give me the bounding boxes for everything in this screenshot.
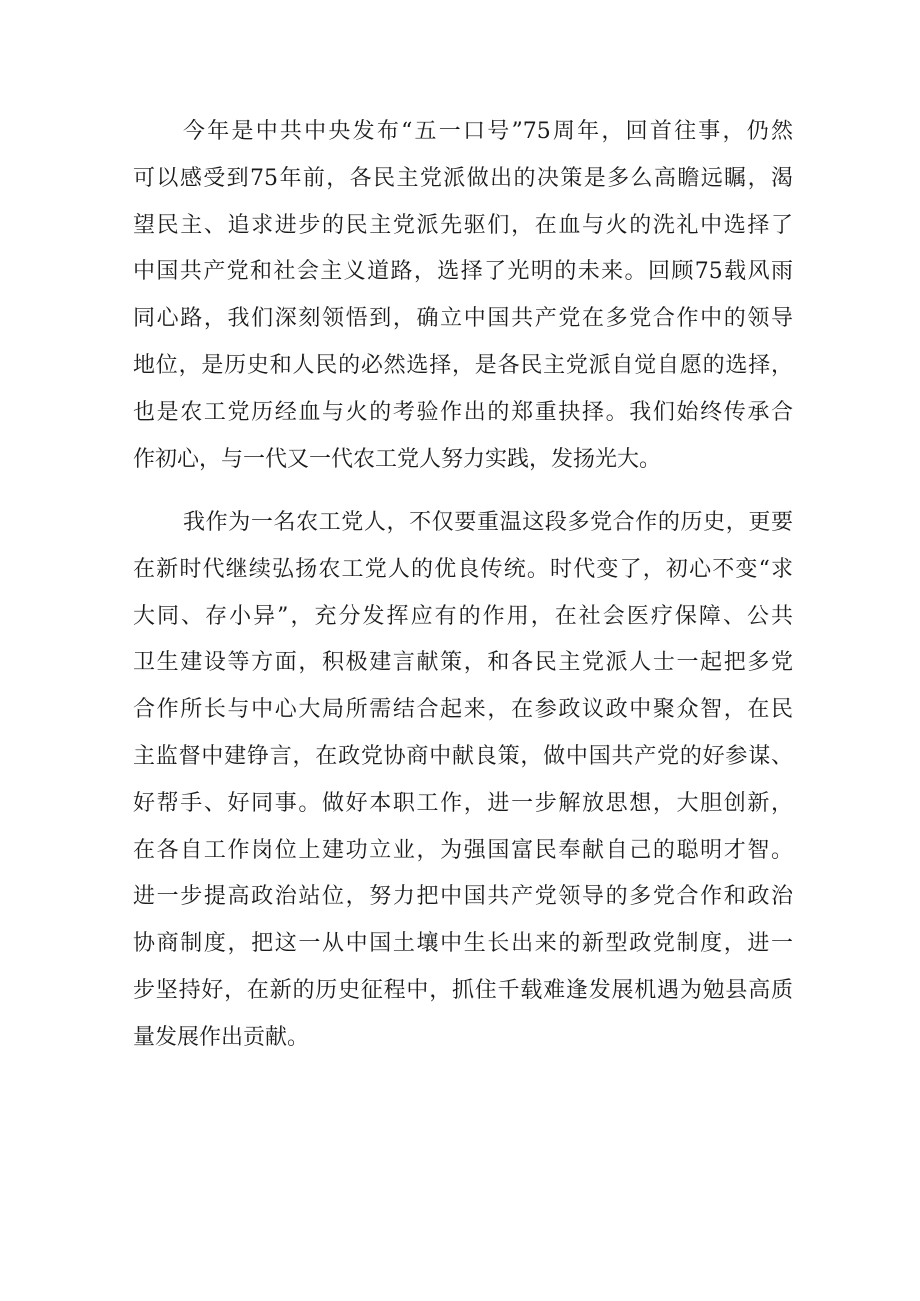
text-line: 合作所长与中心大局所需结合起来，在参政议政中聚众智，在民 <box>133 697 793 723</box>
text-line: 地位，是历史和人民的必然选择，是各民主党派自觉自愿的选择， <box>133 352 793 378</box>
text-line: 可以感受到75年前，各民主党派做出的决策是多么高瞻远瞩，渴 <box>133 165 793 191</box>
text-line: 进一步提高政治站位，努力把中国共产党领导的多党合作和政治 <box>133 884 793 910</box>
text-line: 卫生建设等方面，积极建言献策，和各民主党派人士一起把多党 <box>133 650 793 676</box>
text-line: 也是农工党历经血与火的考验作出的郑重抉择。我们始终传承合 <box>133 399 793 425</box>
text-line: 中国共产党和社会主义道路，选择了光明的未来。回顾75载风雨 <box>133 259 793 285</box>
text-line: 大同、存小异”，充分发挥应有的作用，在社会医疗保障、公共 <box>133 603 793 629</box>
text-line: 量发展作出贡献。 <box>133 1024 310 1050</box>
text-line: 同心路，我们深刻领悟到，确立中国共产党在多党合作中的领导 <box>133 306 793 332</box>
text-line: 在新时代继续弘扬农工党人的优良传统。时代变了，初心不变“求 <box>133 556 793 582</box>
text-line: 步坚持好，在新的历史征程中，抓住千载难逢发展机遇为勉县高质 <box>133 977 793 1003</box>
paragraph-1 <box>133 109 793 483</box>
text-line: 协商制度，把这一从中国土壤中生长出来的新型政党制度，进一 <box>133 931 793 957</box>
text-line: 在各自工作岗位上建功立业，为强国富民奉献自己的聪明才智。 <box>133 837 793 863</box>
text-line: 好帮手、好同事。做好本职工作，进一步解放思想，大胆创新， <box>133 790 793 816</box>
text-line: 今年是中共中央发布“五一口号”75周年，回首往事，仍然 <box>183 119 793 144</box>
text-line: 作初心，与一代又一代农工党人努力实践，发扬光大。 <box>133 446 662 472</box>
paragraph-2 <box>133 500 793 1062</box>
text-line: 我作为一名农工党人，不仅要重温这段多党合作的历史，更要 <box>183 510 793 535</box>
text-line: 望民主、追求进步的民主党派先驱们，在血与火的洗礼中选择了 <box>133 212 793 238</box>
text-line: 主监督中建铮言，在政党协商中献良策，做中国共产党的好参谋、 <box>133 743 793 769</box>
